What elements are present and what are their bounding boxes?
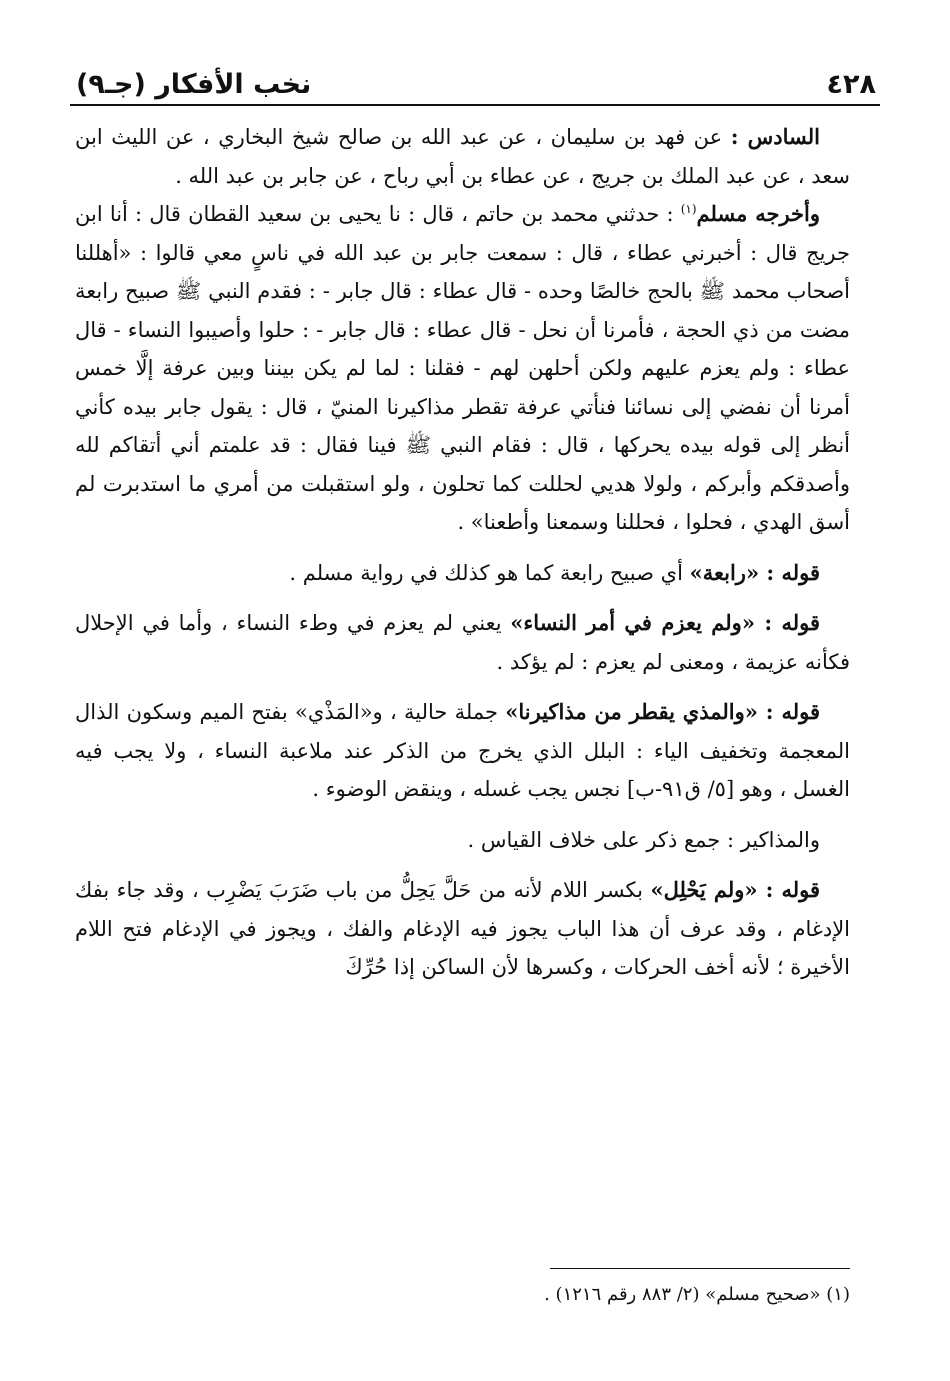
paragraph-rabia [75, 554, 850, 593]
footnote-rule [550, 1268, 850, 1269]
paragraph-text: والمذاكير : جمع ذكر على خلاف القياس . [467, 827, 820, 852]
paragraph-lam-yazim [75, 604, 850, 681]
paragraph-text: عن فهد بن سليمان ، عن عبد الله بن صالح شيخ البخاري ، عن الليث ابن سعد ، عن عبد الملك بن جريج ، عن عطاء بن أبي رباح ، عن جابر بن عبد الله . [75, 125, 850, 188]
paragraph-text: بكسر اللام لأنه من حَلَّ يَحِلُّ من باب ضَرَبَ يَضْرِب ، وقد جاء بفك الإدغام ، وقد عرف أن هذا الباب يجوز فيه الإدغام والفك ، ويجوز في الإدغام فتح اللام الأخيرة ؛ لأنه أخف الحركات ، وكسرها لأن الساكن إذا حُرِّكَ [75, 878, 850, 979]
page-body [75, 118, 850, 987]
paragraph-text: أي صبيح رابعة كما هو كذلك في رواية مسلم . [289, 560, 690, 585]
paragraph-muslim-hadith [75, 195, 850, 542]
paragraph-text: : حدثني محمد بن حاتم ، قال : نا يحيى بن سعيد القطان قال : أنا ابن جريج قال : أخبرني عطاء ، قال : سمعت جابر بن عبد الله في ناسٍ معي قالوا : «أهللنا أصحاب محمد ﷺ بالحج خالصًا وحده - قال عطاء : قال جابر - : فقدم النبي ﷺ صبيح رابعة مضت من ذي الحجة ، فأمرنا أن نحل - قال عطاء : قال جابر - : حلوا وأصيبوا النساء - قال عطاء : ولم يعزم عليهم ولكن أحلهن لهم - فقلنا : لما لم يكن بيننا وبين عرفة إلَّا خمس أمرنا أن نفضي إلى نسائنا فنأتي عرفة تقطر مذاكيرنا المنيّ ، قال : يقول جابر بيده كأني أنظر إلى قوله بيده يحركها ، قال : فقام النبي ﷺ فينا فقال : قد علمتم أني أتقاكم لله وأصدقكم وأبركم ، ولولا هديي لحللت كما تحلون ، ولو استقبلت من أمري ما استدبرت لم أسق الهدي ، فحلوا ، فحللنا وسمعنا وأطعنا» . [75, 202, 850, 534]
keyword: السادس : [730, 124, 821, 149]
paragraph-sixth-chain [75, 118, 850, 195]
paragraph-madhi [75, 693, 850, 809]
paragraph-madhakir [75, 821, 850, 860]
keyword: قوله : «رابعة» [689, 559, 820, 585]
paragraph-text: يعني لم يعزم في وطء النساء ، وأما في الإحلال فكأنه عزيمة ، ومعنى لم يعزم : لم يؤكد . [75, 611, 850, 674]
footnote-marker[interactable]: (١) [680, 202, 697, 216]
page-header [70, 48, 880, 100]
keyword: وأخرجه مسلم [696, 201, 820, 226]
header-rule [70, 104, 880, 106]
paragraph-text: جملة حالية ، و«المَذْي» بفتح الميم وسكون الذال المعجمة وتخفيف الياء : البلل الذي يخرج من الذكر عند ملاعبة النساء ، ولا يجب فيه الغسل ، وهو [٥/ ق٩١-ب] نجس يجب غسله ، وينقض الوضوء . [75, 700, 850, 801]
keyword: قوله : «ولم يَحْلِل» [650, 877, 820, 902]
book-title: نخب الأفكار (جـ٩) [76, 69, 312, 100]
keyword: قوله : «ولم يعزم في أمر النساء» [510, 610, 820, 635]
paragraph-yahlil [75, 871, 850, 987]
footnote: (١) «صحيح مسلم» (٢/ ٨٨٣ رقم ١٢١٦) . [544, 1284, 850, 1305]
keyword: قوله : «والمذي يقطر من مذاكيرنا» [505, 699, 820, 724]
page-number: ٤٢٨ [826, 69, 876, 100]
